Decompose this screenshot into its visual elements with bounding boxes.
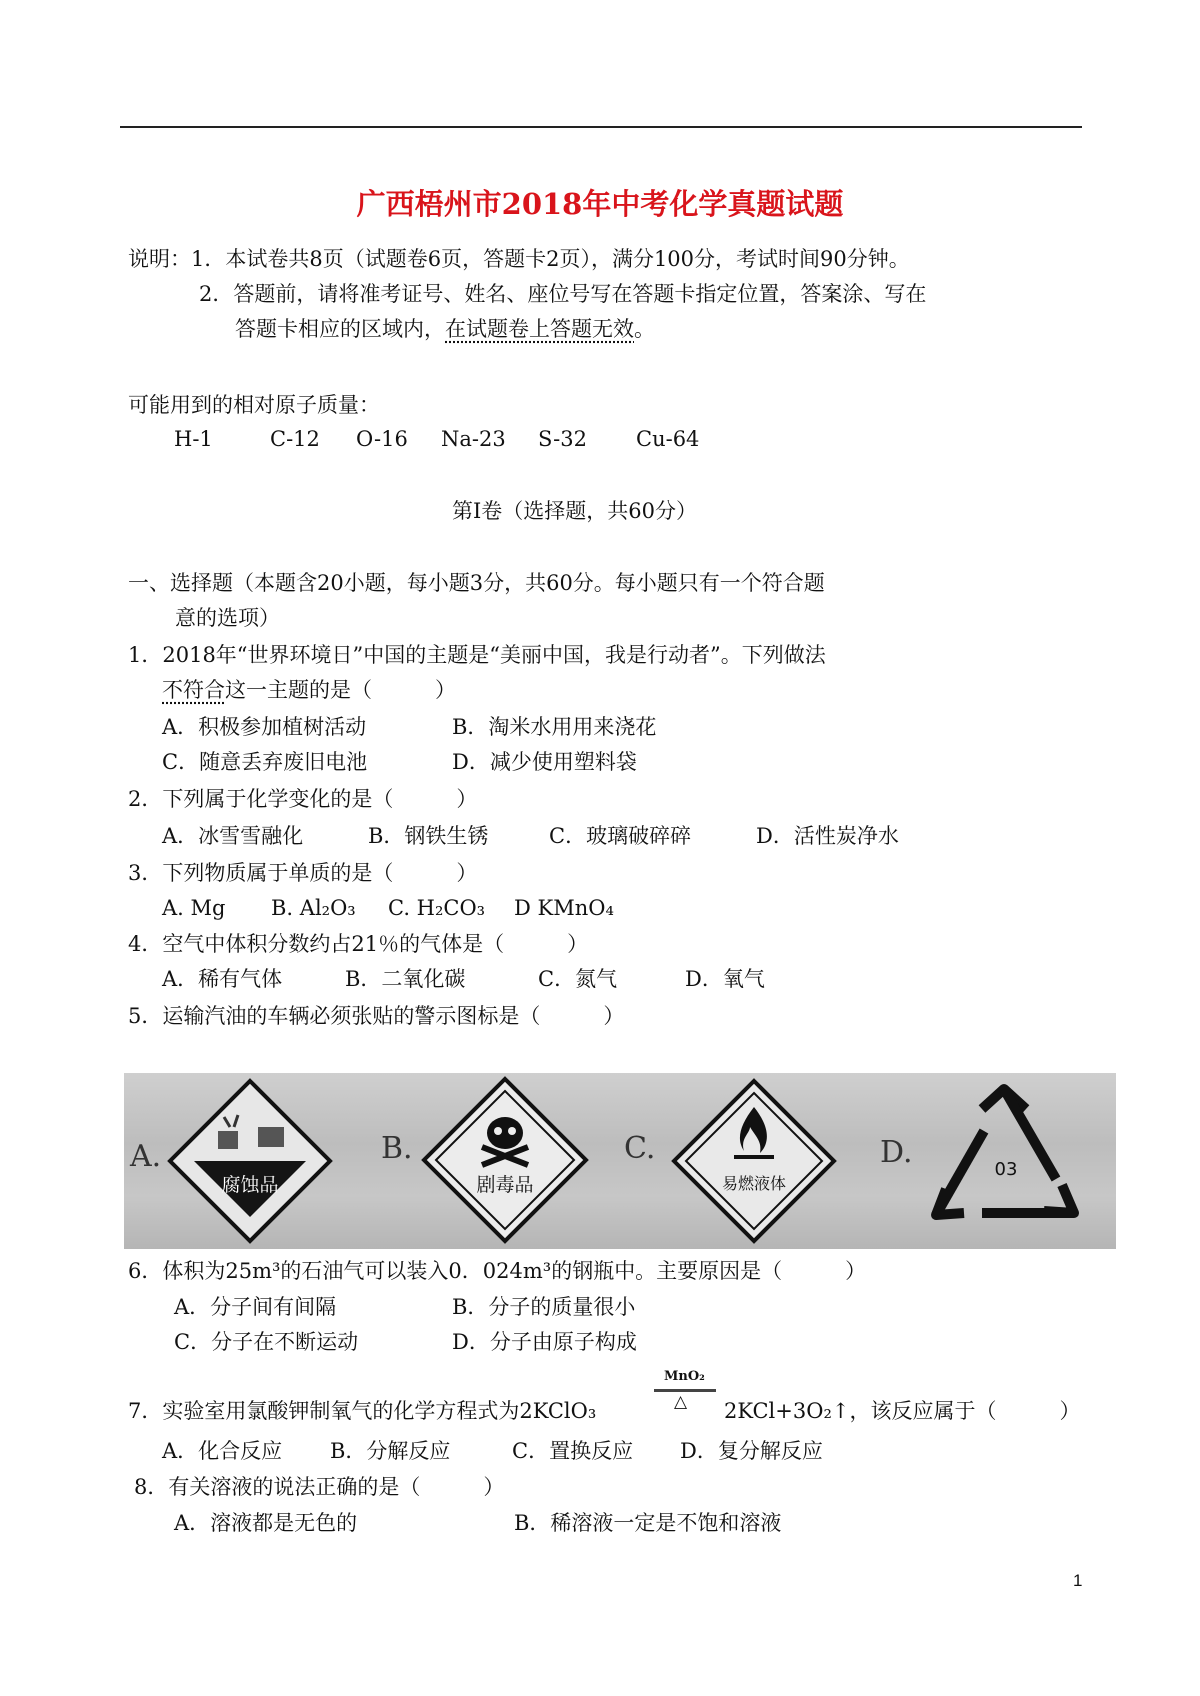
q6-option-d: D．分子由原子构成 — [452, 1330, 637, 1354]
sign-letter-b: B. — [381, 1131, 413, 1166]
recycle-sign-icon — [924, 1083, 1084, 1239]
q4-option-d: D．氧气 — [685, 967, 765, 991]
note-line-3 — [235, 314, 655, 344]
q1-option-c: C．随意丢弃废旧电池 — [162, 750, 368, 774]
q6-option-c: C．分子在不断运动 — [174, 1330, 359, 1354]
note-line-3-end: 。 — [634, 317, 655, 341]
sign-letter-a: A. — [130, 1139, 162, 1174]
corrosive-label: 腐蚀品 — [221, 1174, 279, 1196]
q1-option-a: A．积极参加植树活动 — [162, 715, 367, 739]
q4-option-c: C．氮气 — [538, 967, 618, 991]
q7-option-a: A．化合反应 — [162, 1439, 283, 1463]
atomic-h: H-1 — [174, 427, 213, 451]
q2-option-c: C．玻璃破碎碎 — [549, 824, 692, 848]
note-line-3-text: 答题卡相应的区域内， — [235, 317, 445, 341]
sign-letter-d: D. — [880, 1135, 913, 1170]
sign-letter-c: C. — [624, 1131, 656, 1166]
q2-option-d: D．活性炭净水 — [756, 824, 899, 848]
q7-stem-b: 2KCl+3O₂↑，该反应属于（ ） — [724, 1399, 1081, 1423]
q7-option-d: D．复分解反应 — [680, 1439, 823, 1463]
q8-stem: 8．有关溶液的说法正确的是（ ） — [134, 1475, 505, 1499]
q3-option-c: C. H₂CO₃ — [388, 896, 486, 920]
q8-option-a: A．溶液都是无色的 — [174, 1511, 358, 1535]
q3-option-d: D KMnO₄ — [514, 896, 614, 920]
atomic-na: Na-23 — [441, 427, 506, 451]
q1-stem-2 — [162, 675, 456, 705]
q4-option-b: B．二氧化碳 — [345, 967, 466, 991]
header-rule — [120, 126, 1082, 128]
q7-option-b: B．分解反应 — [330, 1439, 451, 1463]
q8-option-b: B．稀溶液一定是不饱和溶液 — [514, 1511, 782, 1535]
page-title: 广西梧州市2018年中考化学真题试题 — [356, 187, 844, 221]
atomic-c: C-12 — [270, 427, 320, 451]
heat-symbol: △ — [674, 1392, 688, 1412]
toxic-sign-icon — [420, 1075, 590, 1245]
q6-option-a: A．分子间有间隔 — [174, 1295, 337, 1319]
flammable-sign-icon — [670, 1077, 838, 1245]
q2-option-a: A．冰雪雪融化 — [162, 824, 304, 848]
part1-line-2: 意的选项） — [175, 606, 280, 630]
page-number: 1 — [1073, 1571, 1083, 1590]
q5-stem: 5．运输汽油的车辆必须张贴的警示图标是（ ） — [128, 1004, 625, 1028]
q1-option-b: B．淘米水用用来浇花 — [452, 715, 657, 739]
q1-emphasis: 不符合 — [162, 678, 225, 702]
q3-option-b: B. Al₂O₃ — [271, 896, 356, 920]
q6-option-b: B．分子的质量很小 — [452, 1295, 636, 1319]
q1-option-d: D．减少使用塑料袋 — [452, 750, 637, 774]
warning-signs-photo — [124, 1073, 1116, 1249]
q7-stem-a: 7．实验室用氯酸钾制氧气的化学方程式为2KClO₃ — [128, 1399, 597, 1423]
q3-stem: 3．下列物质属于单质的是（ ） — [128, 861, 478, 885]
toxic-label: 剧毒品 — [476, 1174, 534, 1196]
q4-option-a: A．稀有气体 — [162, 967, 283, 991]
section-title: 第Ⅰ卷（选择题，共60分） — [452, 499, 698, 523]
atomic-cu: Cu-64 — [636, 427, 700, 451]
corrosive-sign-icon — [166, 1077, 334, 1245]
q1-stem-1: 1．2018年“世界环境日”中国的主题是“美丽中国，我是行动者”。下列做法 — [128, 643, 826, 667]
atomic-mass-heading: 可能用到的相对原子质量： — [128, 393, 380, 417]
q7-option-c: C．置换反应 — [512, 1439, 634, 1463]
recycle-label: 03 — [994, 1159, 1018, 1180]
q3-option-a: A. Mg — [162, 896, 226, 920]
q2-option-b: B．钢铁生锈 — [368, 824, 489, 848]
q2-stem: 2．下列属于化学变化的是（ ） — [128, 787, 478, 811]
q6-stem: 6．体积为25m³的石油气可以装入0．024m³的钢瓶中。主要原因是（ ） — [128, 1259, 867, 1283]
part1-line-1: 一、选择题（本题含20小题，每小题3分，共60分。每小题只有一个符合题 — [128, 571, 825, 595]
flammable-label: 易燃液体 — [721, 1174, 787, 1193]
q4-stem: 4．空气中体积分数约占21％的气体是（ ） — [128, 932, 589, 956]
q1-stem-2-text: 这一主题的是（ ） — [225, 678, 456, 702]
atomic-s: S-32 — [538, 427, 587, 451]
note-line-2: 2．答题前，请将准考证号、姓名、座位号写在答题卡指定位置，答案涂、写在 — [199, 282, 927, 306]
note-line-1: 说明：1．本试卷共8页（试题卷6页，答题卡2页），满分100分，考试时间90分钟。 — [128, 247, 910, 271]
atomic-o: O-16 — [356, 427, 408, 451]
q7-catalyst: MnO₂ — [664, 1369, 705, 1384]
note-emphasis: 在试题卷上答题无效 — [445, 317, 634, 341]
